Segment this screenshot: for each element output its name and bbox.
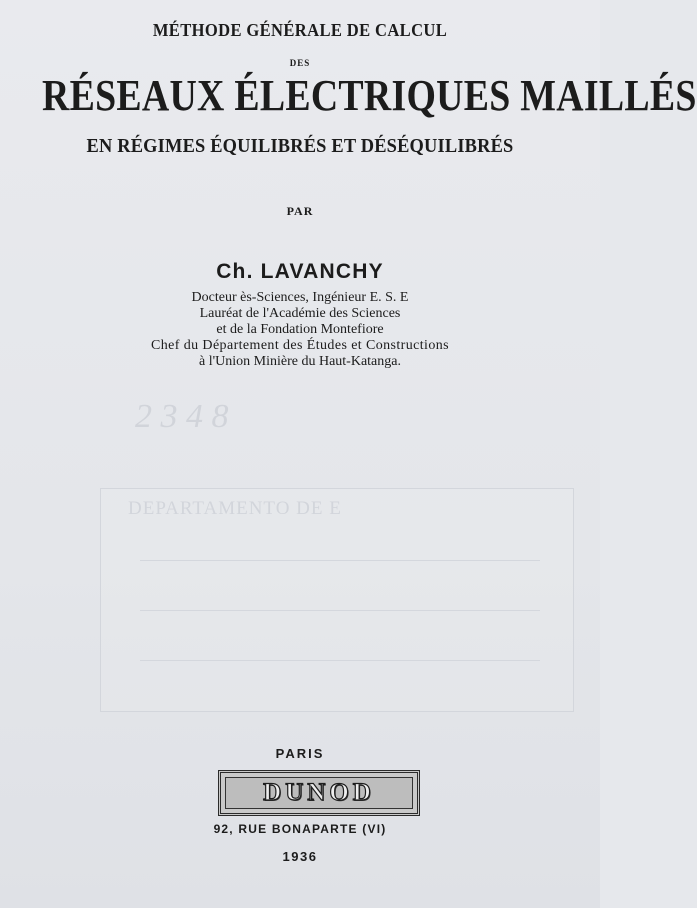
publication-year: 1936	[282, 849, 318, 864]
method-line: MÉTHODE GÉNÉRALE DE CALCUL	[152, 20, 448, 40]
des-line: DES	[289, 58, 311, 68]
credential-line: et de la Fondation Montefiore	[216, 322, 384, 337]
main-title: RÉSEAUX ÉLECTRIQUES MAILLÉS	[42, 71, 697, 120]
stamp-rule	[140, 660, 540, 661]
stamp-rule	[140, 610, 540, 611]
handwritten-number: 2 3 4 8	[135, 398, 229, 435]
par-line: PAR	[286, 204, 314, 218]
credential-line: Lauréat de l'Académie des Sciences	[199, 306, 401, 321]
credential-line: à l'Union Minière du Haut-Katanga.	[199, 354, 401, 369]
author-name: Ch. LAVANCHY	[216, 260, 384, 283]
dunod-logo	[218, 770, 420, 816]
library-stamp	[100, 488, 574, 712]
publisher-address: 92, RUE BONAPARTE (VI)	[213, 822, 387, 836]
stamp-heading: DEPARTAMENTO DE E	[128, 498, 342, 519]
stamp-rule	[140, 560, 540, 561]
credential-line: Chef du Département des Études et Constructions	[151, 338, 449, 353]
dunod-logo-text: DUNOD	[263, 779, 375, 806]
publisher-city: PARIS	[275, 746, 325, 761]
credential-line: Docteur ès-Sciences, Ingénieur E. S. E	[191, 290, 409, 305]
subtitle: EN RÉGIMES ÉQUILIBRÉS ET DÉSÉQUILIBRÉS	[86, 135, 514, 157]
